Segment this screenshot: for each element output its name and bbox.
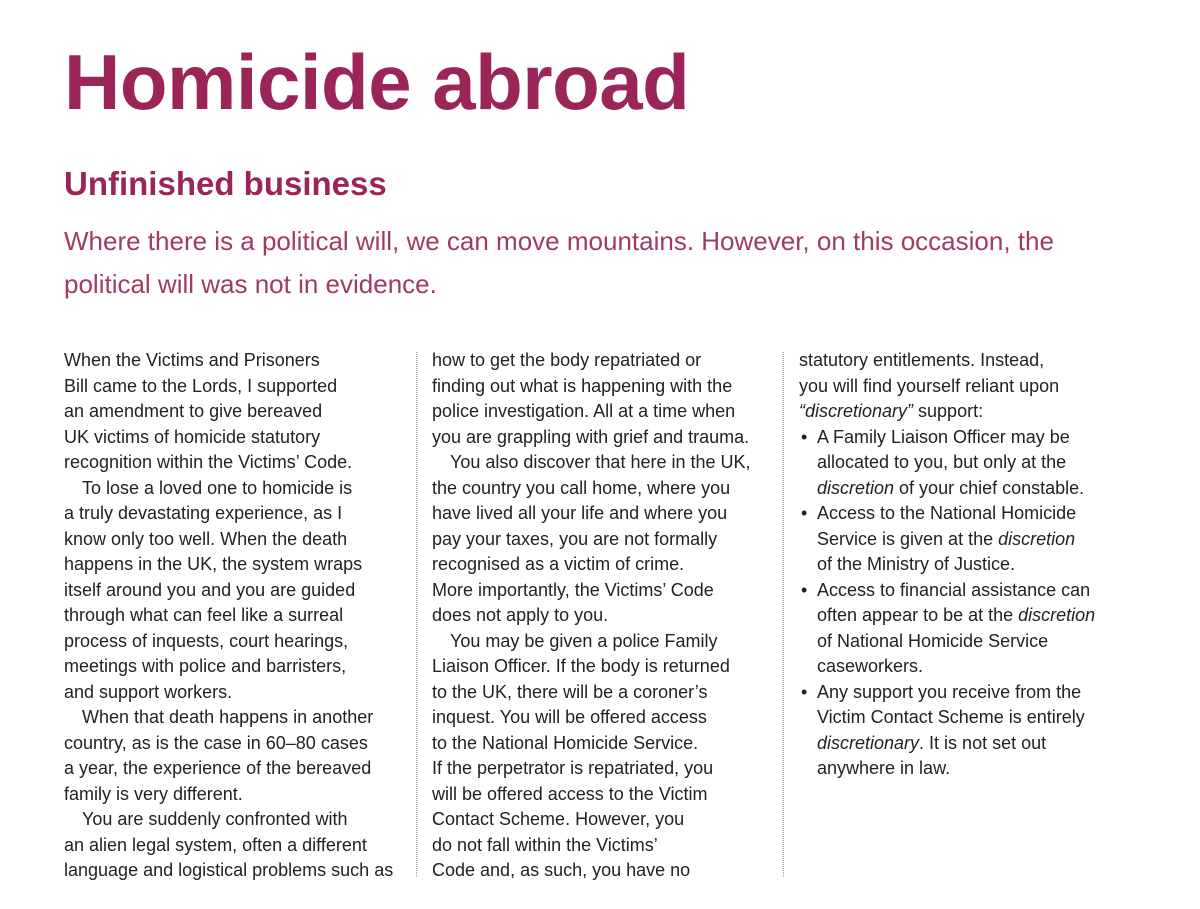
text-line: More importantly, the Victims’ Code xyxy=(432,579,714,600)
body-column-1 xyxy=(64,348,404,884)
column-divider xyxy=(783,352,784,877)
italic-term: discretion xyxy=(998,528,1076,549)
standfirst: Where there is a political will, we can move mountains. However, on this occasion, the political will was not in evidence. xyxy=(64,226,1054,299)
text-line: an amendment to give bereaved xyxy=(64,401,323,421)
text-line: If the perpetrator is repatriated, you xyxy=(432,758,714,778)
text-line: the country you call home, where you xyxy=(432,477,731,498)
text-line: through what can feel like a surreal xyxy=(64,605,344,625)
bullet-icon: • xyxy=(801,681,808,702)
text-line: You may be given a police Family xyxy=(450,630,718,651)
bullet-item xyxy=(799,680,1139,706)
body-column-3 xyxy=(799,348,1139,782)
text-line: itself around you and you are guided xyxy=(64,579,356,600)
text-line xyxy=(799,527,1139,553)
text-run: A Family Liaison Officer may be xyxy=(817,426,1070,447)
text-line: anywhere in law. xyxy=(817,758,951,778)
text-line: You also discover that here in the UK, xyxy=(450,452,751,472)
text-line: meetings with police and barristers, xyxy=(64,656,347,676)
text-line xyxy=(799,399,1139,425)
text-line: to the UK, there will be a coroner’s xyxy=(432,681,708,702)
article-subtitle: Unfinished business xyxy=(64,165,387,202)
bullet-item xyxy=(799,425,1139,451)
bullet-icon: • xyxy=(801,426,808,447)
italic-term: “discretionary” xyxy=(799,401,914,421)
page-title: Homicide abroad xyxy=(64,38,690,126)
column-divider xyxy=(416,352,417,877)
text-line: caseworkers. xyxy=(817,656,924,676)
text-line: country, as is the case in 60–80 cases xyxy=(64,732,368,753)
text-line: Code and, as such, you have no xyxy=(432,860,691,880)
text-line: language and logistical problems such as xyxy=(64,860,394,880)
text-line: of National Homicide Service xyxy=(817,630,1049,651)
italic-term: discretion xyxy=(817,477,895,498)
text-line: police investigation. All at a time when xyxy=(432,401,736,421)
text-line: pay your taxes, you are not formally xyxy=(432,528,718,549)
text-run: Access to financial assistance can xyxy=(817,579,1091,600)
text-line: inquest. You will be offered access xyxy=(432,707,707,727)
text-line: allocated to you, but only at the xyxy=(817,452,1067,472)
text-line: finding out what is happening with the xyxy=(432,375,733,396)
text-line xyxy=(799,731,1139,757)
text-line: Liaison Officer. If the body is returned xyxy=(432,656,730,676)
text-line: Victim Contact Scheme is entirely xyxy=(817,707,1085,727)
bullet-item xyxy=(799,501,1139,527)
text-line: process of inquests, court hearings, xyxy=(64,630,349,651)
italic-term: discretionary xyxy=(817,732,920,753)
text-line: You are suddenly confronted with xyxy=(82,809,348,829)
text-run: Any support you receive from the xyxy=(817,681,1082,702)
text-run: . It is not set out xyxy=(919,732,1047,753)
text-line: you will find yourself reliant upon xyxy=(799,375,1060,396)
text-run: support: xyxy=(913,401,984,421)
text-line: does not apply to you. xyxy=(432,605,609,625)
text-line: to the National Homicide Service. xyxy=(432,732,699,753)
text-line: recognition within the Victims’ Code. xyxy=(64,452,353,472)
bullet-item xyxy=(799,578,1139,604)
italic-term: discretion xyxy=(1018,605,1096,625)
text-line: you are grappling with grief and trauma. xyxy=(432,426,750,447)
text-line: When that death happens in another xyxy=(82,707,374,727)
text-line: UK victims of homicide statutory xyxy=(64,426,321,447)
text-line: a truly devastating experience, as I xyxy=(64,503,343,523)
bullet-icon: • xyxy=(801,579,808,600)
text-line: do not fall within the Victims’ xyxy=(432,834,658,855)
text-line: an alien legal system, often a different xyxy=(64,834,367,855)
bullet-icon: • xyxy=(801,503,808,523)
text-line xyxy=(799,603,1139,629)
text-line: To lose a loved one to homicide is xyxy=(82,477,353,498)
text-line: and support workers. xyxy=(64,681,233,702)
text-line xyxy=(799,476,1139,502)
text-line: of the Ministry of Justice. xyxy=(817,554,1016,574)
text-line: When the Victims and Prisoners xyxy=(64,350,320,370)
text-line: happens in the UK, the system wraps xyxy=(64,554,363,574)
text-line: statutory entitlements. Instead, xyxy=(799,350,1045,370)
text-line: Contact Scheme. However, you xyxy=(432,809,685,829)
text-line: a year, the experience of the bereaved xyxy=(64,758,372,778)
text-line: Bill came to the Lords, I supported xyxy=(64,375,338,396)
text-line: know only too well. When the death xyxy=(64,528,348,549)
text-run: often appear to be at the xyxy=(817,605,1019,625)
text-line: will be offered access to the Victim xyxy=(432,783,708,804)
text-run: Service is given at the xyxy=(817,528,999,549)
text-line: how to get the body repatriated or xyxy=(432,350,702,370)
text-line: recognised as a victim of crime. xyxy=(432,554,685,574)
text-run: of your chief constable. xyxy=(894,477,1085,498)
text-line: family is very different. xyxy=(64,783,243,804)
body-column-2 xyxy=(432,348,772,884)
text-line: have lived all your life and where you xyxy=(432,503,728,523)
text-run: Access to the National Homicide xyxy=(817,503,1077,523)
